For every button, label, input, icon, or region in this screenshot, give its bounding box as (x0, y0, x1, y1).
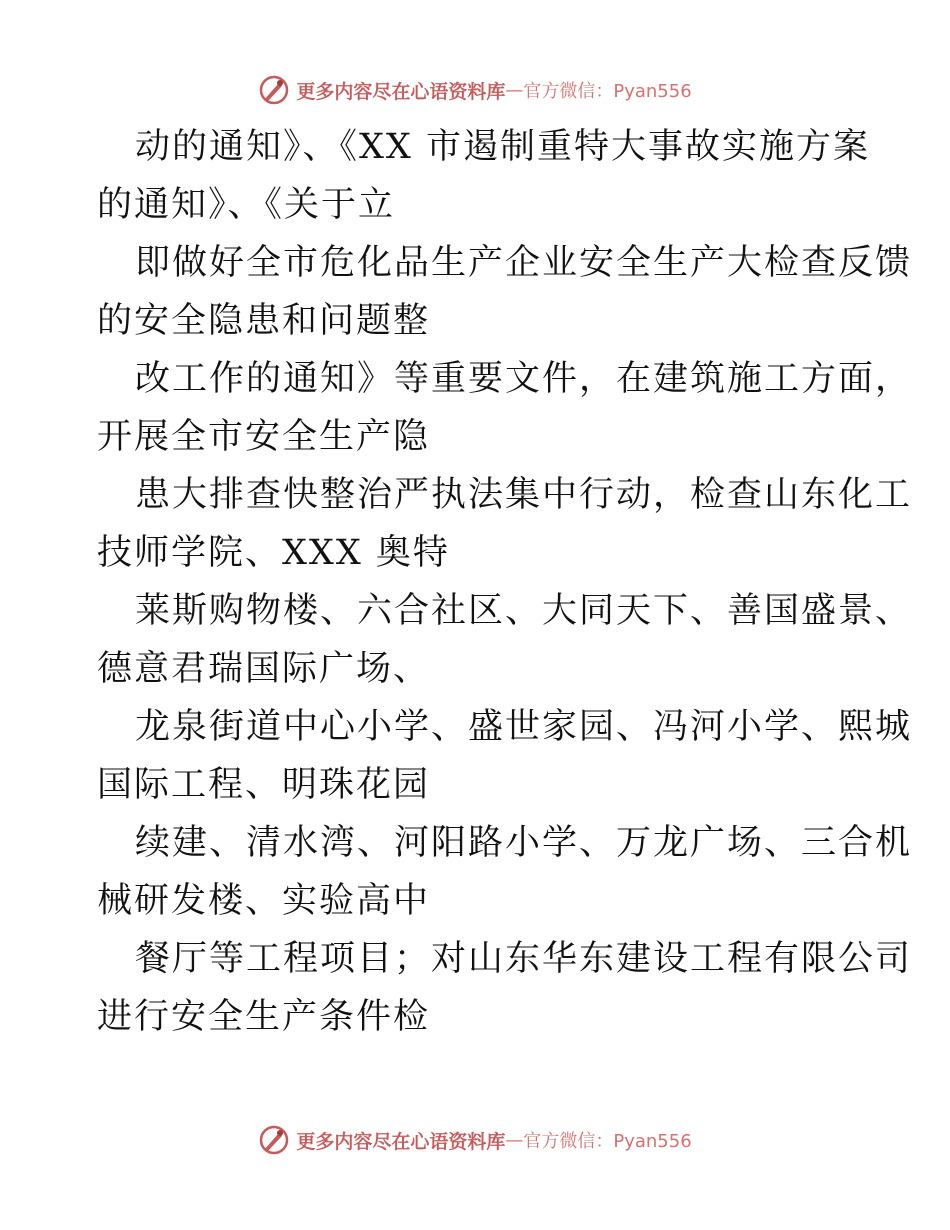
banner-main-text: 更多内容尽在心语资料库 (296, 1130, 506, 1153)
body-line: 的通知》、《关于立 (97, 185, 396, 225)
footer-banner (0, 1122, 950, 1158)
body-line: 进行安全生产条件检 (97, 997, 431, 1037)
banner-wechat-text: 官方微信：Pyan556 (523, 1131, 692, 1152)
body-line: 即做好全市危化品生产企业安全生产大检查反馈 (135, 243, 913, 283)
body-line: 的安全隐患和问题整 (97, 301, 431, 341)
header-banner (0, 72, 950, 108)
document-body (97, 118, 913, 1046)
body-line: 患大排查快整治严执法集中行动，检查山东化工 (135, 475, 913, 515)
body-line: 动的通知》、《XX 市遏制重特大事故实施方案 (135, 127, 870, 167)
body-line: 械研发楼、实验高中 (97, 881, 431, 921)
body-line: 开展全市安全生产隐 (97, 417, 431, 457)
banner-dash: — (505, 79, 524, 101)
banner-wechat-text: 官方微信：Pyan556 (523, 81, 692, 102)
banner-main-text: 更多内容尽在心语资料库 (296, 80, 506, 103)
pen-nib-logo-icon (258, 1124, 290, 1156)
body-line: 技师学院、XXX 奥特 (97, 533, 450, 573)
body-line: 续建、清水湾、河阳路小学、万龙广场、三合机 (135, 823, 913, 863)
body-line: 德意君瑞国际广场、 (97, 649, 431, 689)
body-line: 改工作的通知》等重要文件，在建筑施工方面， (135, 359, 913, 399)
body-line: 莱斯购物楼、六合社区、大同天下、善国盛景、 (135, 591, 913, 631)
body-line: 餐厅等工程项目；对山东华东建设工程有限公司 (135, 939, 913, 979)
banner-dash: — (505, 1129, 524, 1151)
pen-nib-logo-icon (258, 74, 290, 106)
body-line: 龙泉街道中心小学、盛世家园、冯河小学、熙城 (135, 707, 913, 747)
body-line: 国际工程、明珠花园 (97, 765, 431, 805)
